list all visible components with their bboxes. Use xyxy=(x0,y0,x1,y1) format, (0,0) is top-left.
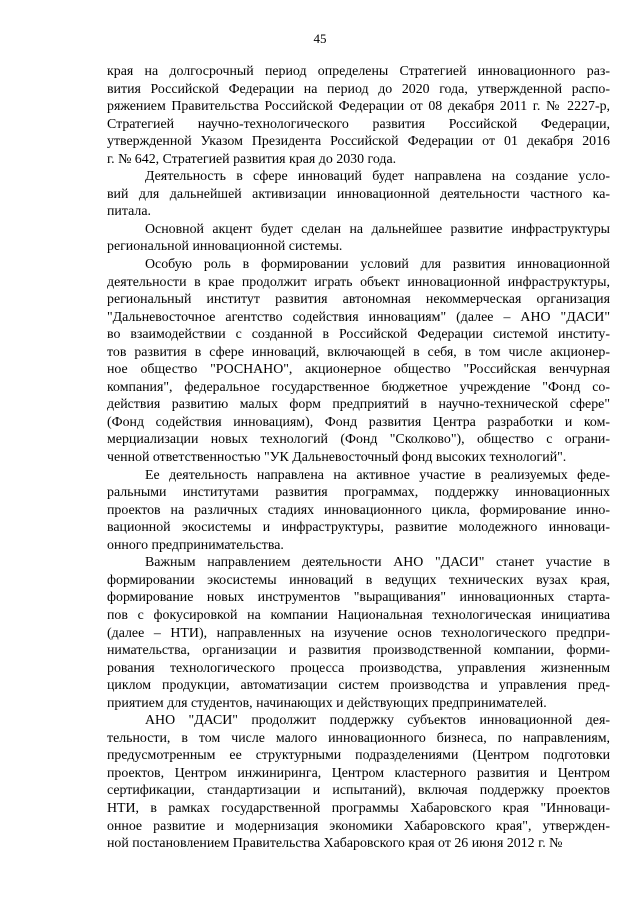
paragraph xyxy=(107,467,610,555)
text-line: предусмотренным ее структурными подразделениями (Центром подготовки xyxy=(107,748,610,764)
text-line: циклом продукции, автоматизации систем производства и управления пред- xyxy=(107,678,610,694)
text-line: Основной акцент будет сделан на дальнейшее развитие инфраструктуры xyxy=(145,221,610,237)
text-line: "Дальневосточное агентство содействия инновациям" (далее – АНО "ДАСИ" xyxy=(107,309,610,325)
text-line: ное общество "РОСНАНО", акционерное общество "Российская венчурная xyxy=(107,362,610,378)
text-line: мерциализации новых технологий (Фонд "Сколково"), общество с ограни- xyxy=(107,432,610,448)
page-number: 45 xyxy=(313,31,327,46)
text-line: ченной ответственностью "УК Дальневосточный фонд высоких технологий". xyxy=(107,450,567,466)
text-line: Деятельность в сфере инноваций будет направлена на создание усло- xyxy=(145,169,610,185)
text-line: вий для дальнейшей активизации инновационной деятельности частного ка- xyxy=(107,186,610,202)
text-line: компания", федеральное государственное бюджетное учреждение "Фонд со- xyxy=(107,379,610,395)
text-line: сертификации, стандартизации и испытаний), включая поддержку проектов xyxy=(107,783,610,799)
text-line: онное развитие и модернизация экономики Хабаровского края", утвержден- xyxy=(107,818,610,834)
text-line: рования технологического процесса производства, управления жизненным xyxy=(107,660,610,676)
text-line: региональной инновационной системы. xyxy=(107,239,343,255)
text-line: г. № 642, Стратегией развития края до 2030 года. xyxy=(107,151,397,167)
text-line: во взаимодействии с созданной в Российской Федерации системой институ- xyxy=(107,327,610,343)
paragraph xyxy=(107,221,610,256)
paragraph xyxy=(107,554,610,712)
text-line: действия развитию малых форм предприятий в научно-технической сфере" xyxy=(107,397,610,413)
text-line: утвержденной Указом Президента Российской Федерации от 01 декабря 2016 xyxy=(107,134,610,150)
text-line: Важным направлением деятельности АНО "ДАСИ" станет участие в xyxy=(145,555,610,571)
text-line: Особую роль в формировании условий для развития инновационной xyxy=(145,257,610,273)
text-line: онного предпринимательства. xyxy=(107,537,284,553)
text-line: пов с фокусировкой на компании Национальная технологическая инициатива xyxy=(107,607,610,623)
text-line: НТИ, в рамках государственной программы Хабаровского края "Инноваци- xyxy=(107,800,610,816)
paragraph xyxy=(107,63,610,168)
paragraph xyxy=(107,712,610,852)
text-line: вационной экосистемы и инфраструктуры, развитие молодежного инноваци- xyxy=(107,520,610,536)
text-line: приятием для студентов, начинающих и действующих предпринимателей. xyxy=(107,695,547,711)
text-line: региональный институт развития автономная некоммерческая организация xyxy=(107,292,610,308)
text-line: тов развития в сфере инноваций, включающей в себя, в том числе акционер- xyxy=(107,344,610,360)
text-line: (Фонд содействия инновациям), Фонд развития Центра разработки и ком- xyxy=(107,414,610,430)
text-line: формировании экосистемы инноваций в ведущих технических вузах края, xyxy=(107,572,610,588)
text-line: вития Российской Федерации на период до 2020 года, утвержденной распо- xyxy=(107,81,610,97)
text-line: ряжением Правительства Российской Федерации от 08 декабря 2011 г. № 2227-р, xyxy=(107,99,610,115)
text-line: АНО "ДАСИ" продолжит поддержку субъектов инновационной дея- xyxy=(145,713,610,729)
text-line: тельности, в том числе малого инновационного бизнеса, по направлениям, xyxy=(107,730,610,746)
text-line: края на долгосрочный период определены Стратегией инновационного раз- xyxy=(107,64,610,79)
text-line: проектов на различных стадиях инновационного цикла, формирование инно- xyxy=(107,502,610,518)
paragraph xyxy=(107,168,610,221)
text-line: ной постановлением Правительства Хабаровского края от 26 июня 2012 г. № xyxy=(107,836,563,852)
text-line: Ее деятельность направлена на активное участие в реализуемых феде- xyxy=(145,467,610,483)
text-line: питала. xyxy=(107,204,151,220)
text-line: деятельности в крае продолжит играть объект инновационной инфраструктуры, xyxy=(107,274,610,290)
document-body xyxy=(107,63,610,853)
text-line: ральными институтами развития программах, поддержку инновационных xyxy=(107,485,610,501)
text-line: проектов, Центром инжиниринга, Центром кластерного развития и Центром xyxy=(107,765,610,781)
text-line: Стратегией научно-технологического развития Российской Федерации, xyxy=(107,116,610,132)
text-line: формирование новых инструментов "выращивания" инновационных стартa- xyxy=(107,590,610,606)
paragraph xyxy=(107,256,610,467)
text-line: (далее – НТИ), направленных на изучение основ технологического предпри- xyxy=(107,625,610,641)
text-line: нимательства, организации и развития производственной компании, форми- xyxy=(107,643,610,659)
